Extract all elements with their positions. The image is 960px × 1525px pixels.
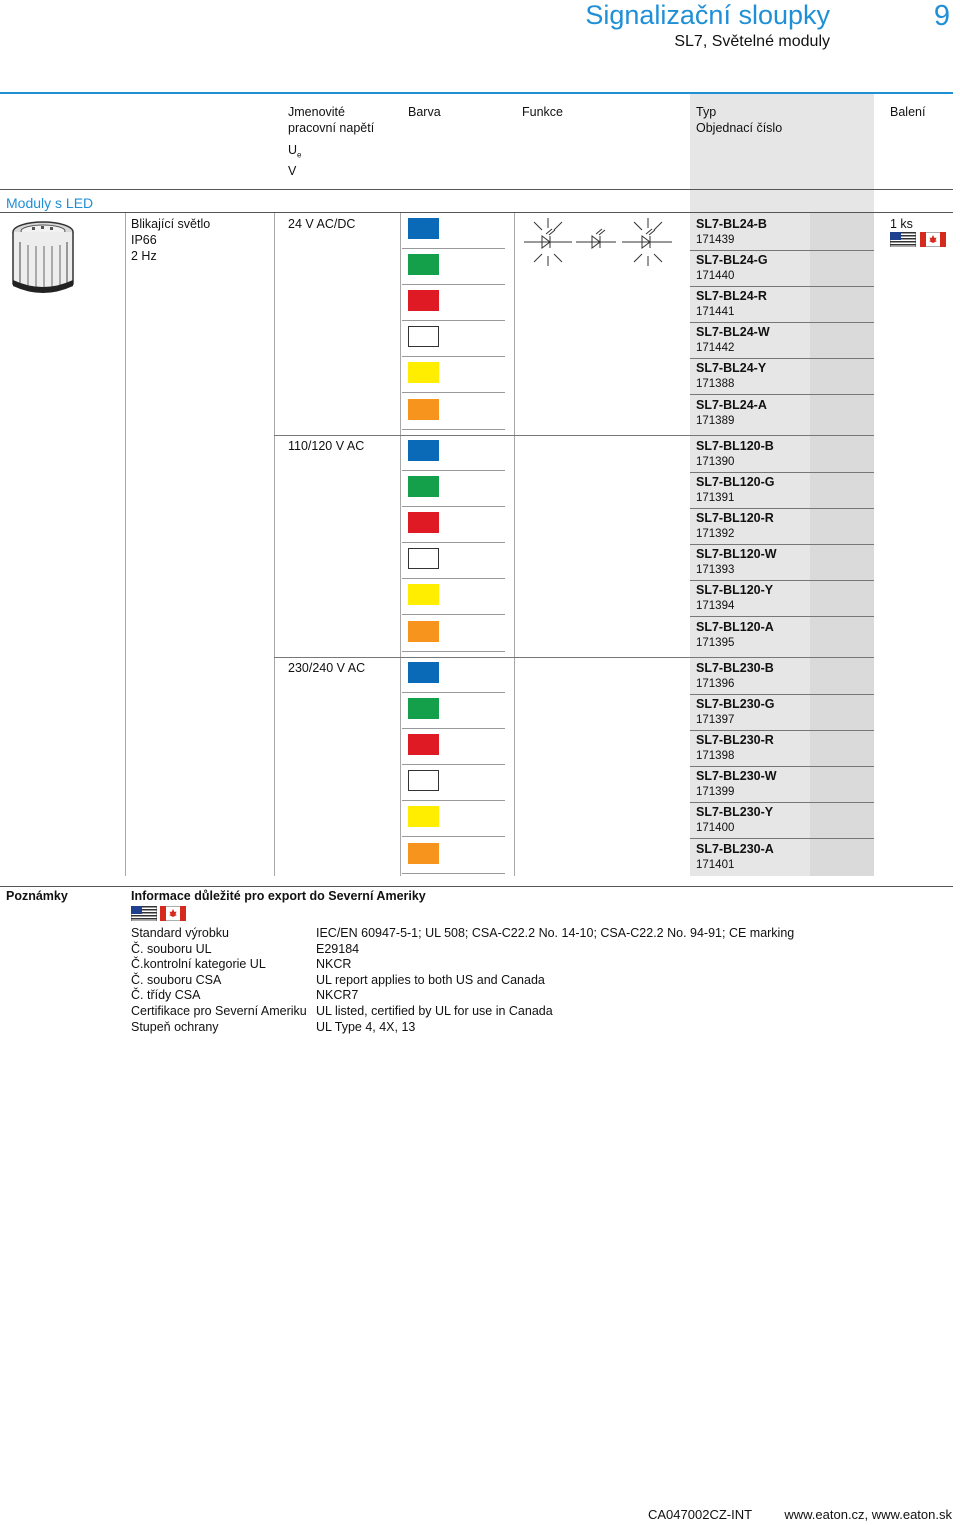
row-divider bbox=[690, 286, 874, 287]
note-key: Standard výrobku bbox=[131, 926, 229, 940]
note-key: Stupeň ochrany bbox=[131, 1019, 219, 1034]
order-number: 171388 bbox=[696, 378, 735, 391]
column-rule bbox=[400, 213, 401, 876]
order-number: 171397 bbox=[696, 714, 735, 727]
row-divider bbox=[690, 694, 874, 695]
column-voltage-symbol: $U_e$ bbox=[288, 143, 302, 160]
color-swatch bbox=[408, 512, 439, 533]
column-packaging: Balení bbox=[890, 105, 926, 119]
page-title: Signalizační sloupky bbox=[585, 0, 830, 30]
type-code: SL7-BL120-Y bbox=[696, 583, 774, 598]
row-divider bbox=[402, 542, 505, 543]
module-description-line3: 2 Hz bbox=[131, 249, 157, 263]
type-code: SL7-BL230-G bbox=[696, 697, 775, 712]
order-number: 171398 bbox=[696, 750, 735, 763]
order-number: 171390 bbox=[696, 456, 735, 468]
page-number: 9 bbox=[933, 0, 950, 32]
row-divider bbox=[690, 730, 874, 731]
color-swatch bbox=[408, 843, 439, 864]
row-divider bbox=[690, 544, 874, 545]
note-key: Č. souboru UL bbox=[131, 941, 212, 956]
order-number: 171395 bbox=[696, 636, 735, 649]
row-divider bbox=[402, 614, 505, 615]
footer-websites: www.eaton.cz, www.eaton.sk bbox=[784, 1507, 952, 1522]
color-swatch bbox=[408, 362, 439, 383]
row-divider bbox=[690, 838, 874, 839]
footer-code: CA047002CZ-INT bbox=[648, 1507, 753, 1522]
order-number: 171441 bbox=[696, 306, 735, 319]
group-divider bbox=[274, 657, 874, 658]
order-number: 171392 bbox=[696, 528, 735, 541]
order-number: 171399 bbox=[696, 786, 735, 799]
note-key: Certifikace pro Severní Ameriku bbox=[131, 1004, 307, 1018]
row-divider bbox=[402, 873, 505, 874]
row-divider bbox=[690, 394, 874, 395]
color-swatch bbox=[408, 440, 439, 461]
type-code: SL7-BL120-B bbox=[696, 439, 774, 453]
order-number: 171394 bbox=[696, 600, 735, 613]
column-function: Funkce bbox=[522, 105, 563, 119]
color-swatch bbox=[408, 399, 439, 420]
color-swatch bbox=[408, 621, 439, 642]
color-swatch bbox=[408, 290, 439, 311]
color-swatch bbox=[408, 662, 439, 683]
row-divider bbox=[690, 472, 874, 473]
page-subtitle: SL7, Světelné moduly bbox=[674, 33, 830, 50]
type-code: SL7-BL24-R bbox=[696, 289, 767, 304]
note-value: UL listed, certified by UL for use in Canada bbox=[316, 1004, 553, 1018]
order-number: 171396 bbox=[696, 678, 735, 690]
order-number: 171401 bbox=[696, 858, 735, 871]
column-voltage-line2: pracovní napětí bbox=[288, 121, 375, 135]
row-divider bbox=[402, 248, 505, 249]
note-value: NKCR7 bbox=[316, 988, 359, 1003]
type-code: SL7-BL120-G bbox=[696, 475, 775, 490]
voltage-label: 24 V AC/DC bbox=[288, 217, 356, 231]
color-swatch bbox=[408, 734, 439, 755]
note-value: NKCR bbox=[316, 957, 352, 972]
row-divider bbox=[402, 429, 505, 430]
row-divider bbox=[402, 651, 505, 652]
row-divider bbox=[402, 320, 505, 321]
notes-flags bbox=[131, 906, 186, 921]
flashing-led-icon bbox=[522, 216, 682, 271]
color-swatch bbox=[408, 326, 439, 347]
type-code: SL7-BL24-B bbox=[696, 217, 767, 231]
voltage-label: 230/240 V AC bbox=[288, 661, 366, 675]
module-description-line2: IP66 bbox=[131, 233, 157, 247]
row-divider bbox=[690, 616, 874, 617]
type-code: SL7-BL230-Y bbox=[696, 805, 774, 820]
row-divider bbox=[402, 356, 505, 357]
section-divider-bottom bbox=[0, 212, 953, 213]
column-order-number: Objednací číslo bbox=[696, 121, 783, 135]
led-module-icon bbox=[8, 218, 78, 294]
type-code: SL7-BL120-R bbox=[696, 511, 774, 526]
note-value: IEC/EN 60947-5-1; UL 508; CSA-C22.2 No. 14-10; CSA-C22.2 No. 94-91; CE marking bbox=[316, 926, 795, 940]
row-divider bbox=[402, 506, 505, 507]
row-divider bbox=[690, 322, 874, 323]
notes-label: Poznámky bbox=[6, 889, 68, 903]
column-type: Typ bbox=[696, 105, 717, 119]
row-divider bbox=[402, 800, 505, 801]
color-swatch bbox=[408, 254, 439, 275]
order-number: 171393 bbox=[696, 564, 735, 577]
type-code: SL7-BL24-G bbox=[696, 253, 768, 268]
order-number: 171389 bbox=[696, 414, 735, 427]
color-swatch bbox=[408, 584, 439, 605]
type-code: SL7-BL230-B bbox=[696, 661, 774, 675]
row-divider bbox=[402, 284, 505, 285]
type-code: SL7-BL24-Y bbox=[696, 361, 767, 376]
group-divider bbox=[274, 435, 874, 436]
column-rule bbox=[514, 213, 515, 876]
section-divider bbox=[0, 189, 953, 190]
type-code: SL7-BL120-A bbox=[696, 619, 774, 634]
order-number: 171440 bbox=[696, 270, 735, 283]
table-bottom-divider bbox=[0, 886, 953, 887]
note-key: Č. třídy CSA bbox=[131, 988, 201, 1003]
color-swatch bbox=[408, 218, 439, 239]
row-divider bbox=[402, 578, 505, 579]
type-code: SL7-BL24-A bbox=[696, 397, 767, 412]
color-swatch bbox=[408, 548, 439, 569]
type-code: SL7-BL120-W bbox=[696, 547, 777, 562]
row-divider bbox=[402, 836, 505, 837]
packaging-quantity: 1 ks bbox=[890, 217, 913, 231]
row-divider bbox=[402, 764, 505, 765]
column-rule bbox=[125, 213, 126, 876]
row-divider bbox=[402, 692, 505, 693]
column-color: Barva bbox=[408, 105, 441, 119]
type-code: SL7-BL24-W bbox=[696, 325, 770, 340]
order-number: 171442 bbox=[696, 342, 735, 355]
row-divider bbox=[690, 580, 874, 581]
note-value: E29184 bbox=[316, 941, 360, 956]
section-label: Moduly s LED bbox=[6, 195, 94, 211]
row-divider bbox=[402, 728, 505, 729]
row-divider bbox=[690, 766, 874, 767]
us-flag-icon bbox=[890, 232, 916, 247]
canada-flag-icon bbox=[920, 232, 946, 247]
packaging-flags bbox=[890, 232, 946, 247]
column-rule bbox=[274, 213, 275, 876]
us-flag-icon bbox=[131, 906, 157, 921]
type-code: SL7-BL230-W bbox=[696, 769, 777, 784]
color-swatch bbox=[408, 476, 439, 497]
voltage-label: 110/120 V AC bbox=[288, 439, 365, 453]
type-code: SL7-BL230-A bbox=[696, 841, 774, 856]
note-value: UL report applies to both US and Canada bbox=[316, 972, 545, 987]
row-divider bbox=[690, 358, 874, 359]
color-swatch bbox=[408, 770, 439, 791]
canada-flag-icon bbox=[160, 906, 186, 921]
order-number: 171400 bbox=[696, 822, 735, 835]
note-value: UL Type 4, 4X, 13 bbox=[316, 1019, 416, 1034]
note-key: Č. souboru CSA bbox=[131, 972, 222, 987]
module-description-line1: Blikající světlo bbox=[131, 217, 211, 231]
row-divider bbox=[690, 508, 874, 509]
color-swatch bbox=[408, 806, 439, 827]
type-code: SL7-BL230-R bbox=[696, 733, 774, 748]
row-divider bbox=[690, 250, 874, 251]
row-divider bbox=[402, 470, 505, 471]
row-divider bbox=[402, 392, 505, 393]
note-key: Č.kontrolní kategorie UL bbox=[131, 957, 266, 972]
color-swatch bbox=[408, 698, 439, 719]
column-voltage-line1: Jmenovité bbox=[288, 105, 345, 119]
column-voltage-unit: V bbox=[288, 164, 297, 178]
order-number: 171391 bbox=[696, 492, 735, 505]
order-number: 171439 bbox=[696, 234, 735, 246]
notes-heading: Informace důležité pro export do Severní Ameriky bbox=[131, 889, 426, 903]
row-divider bbox=[690, 802, 874, 803]
